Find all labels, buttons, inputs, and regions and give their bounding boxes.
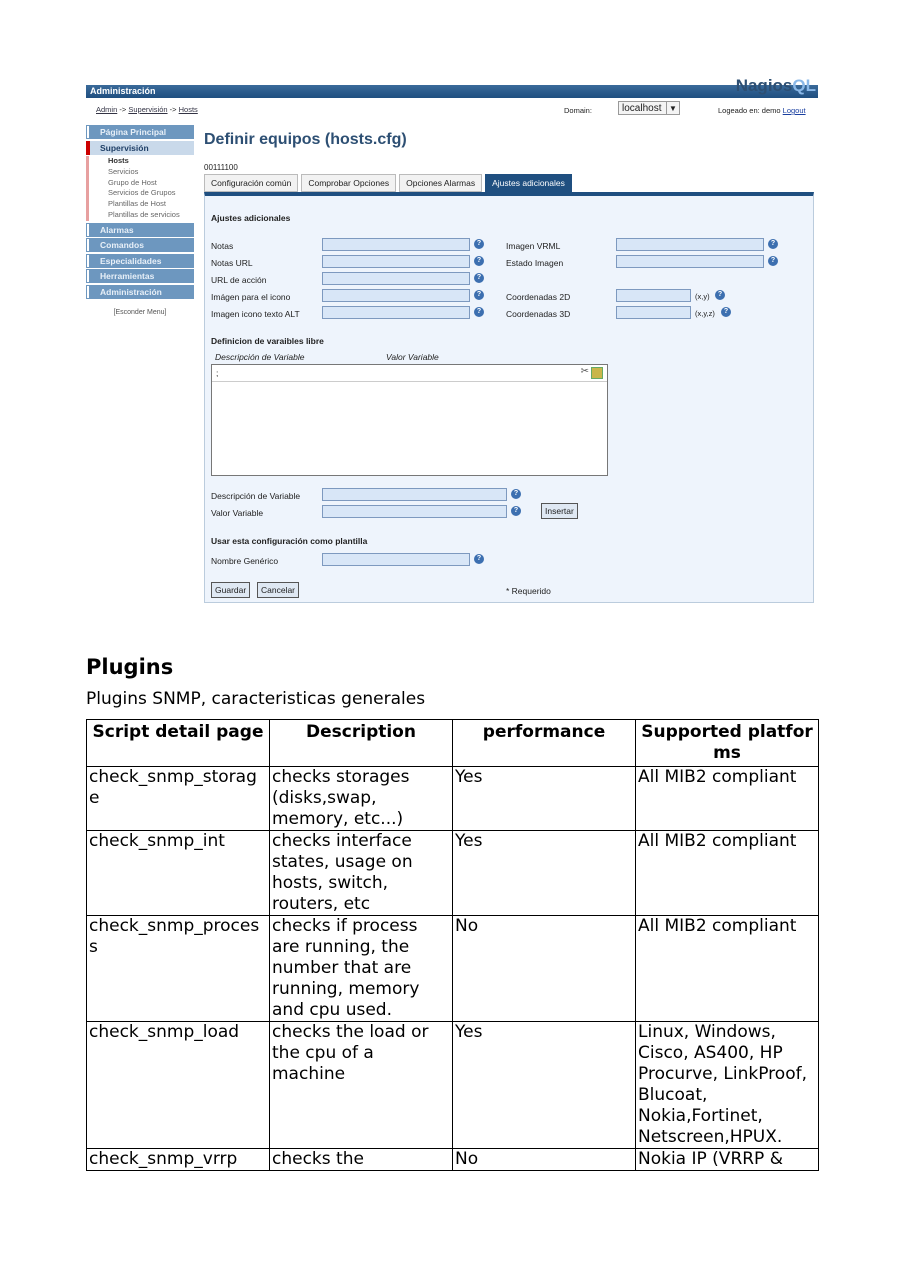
domain-label: Domain:: [564, 106, 592, 115]
page-title: Definir equipos (hosts.cfg): [204, 131, 407, 148]
col-header: Script detail page: [87, 720, 270, 767]
plugins-table: [86, 719, 819, 1171]
form-panel: [204, 192, 814, 603]
label-var-val: Valor Variable: [211, 508, 264, 518]
breadcrumb: [96, 105, 198, 114]
cell: All MIB2 compliant: [636, 916, 819, 1022]
logged-label: Logeado en: demo: [718, 106, 781, 115]
sub-item-hostgroups[interactable]: Grupo de Host: [108, 177, 157, 187]
sidebar-item-home[interactable]: Página Principal: [86, 125, 194, 139]
col-header: performance: [453, 720, 636, 767]
tab-alarm-options[interactable]: Opciones Alarmas: [399, 174, 482, 192]
label-notes: Notas: [211, 241, 234, 251]
required-note: * Requerido: [506, 586, 551, 596]
login-info: [718, 106, 806, 115]
sidebar-item-tools[interactable]: Herramientas: [86, 269, 194, 283]
sidebar: [86, 125, 194, 316]
sidebar-item-alarms[interactable]: Alarmas: [86, 223, 194, 237]
cell: checks storages (disks,swap, memory, etc...): [270, 767, 453, 831]
table-row: [87, 831, 819, 916]
cell: Yes: [453, 1022, 636, 1149]
help-icon[interactable]: ?: [768, 256, 778, 266]
list-row[interactable]: ;: [216, 368, 219, 378]
save-button[interactable]: Guardar: [211, 582, 250, 598]
label-var-desc: Descripción de Variable: [211, 491, 301, 501]
section-heading: Definicion de varaibles libre: [211, 336, 324, 346]
crumb-hosts[interactable]: Hosts: [178, 105, 198, 114]
help-icon[interactable]: ?: [474, 307, 484, 317]
cell: Yes: [453, 831, 636, 916]
logout-link[interactable]: Logout: [782, 106, 806, 115]
doc-heading: Plugins: [86, 655, 174, 679]
vrml-input[interactable]: [616, 238, 764, 251]
edit-icon[interactable]: ✂: [580, 366, 589, 377]
top-bar: [86, 76, 818, 98]
label-notes-url: Notas URL: [211, 258, 253, 268]
logo: NagiosQL: [735, 76, 816, 95]
cell: checks interface states, usage on hosts, switch, routers, etc: [270, 831, 453, 916]
sidebar-item-commands[interactable]: Comandos: [86, 238, 194, 252]
cell: All MIB2 compliant: [636, 831, 819, 916]
coords-2d-hint: (x,y): [695, 292, 710, 301]
label-3d: Coordenadas 3D: [506, 309, 571, 319]
tab-additional[interactable]: Ajustes adicionales: [485, 174, 572, 192]
sub-item-services[interactable]: Servicios: [108, 166, 139, 176]
cell: check_snmp_vrrp: [87, 1149, 270, 1171]
cell: check_snmp_int: [87, 831, 270, 916]
help-icon[interactable]: ?: [474, 273, 484, 283]
col-desc-header: Descripción de Variable: [215, 352, 305, 362]
cell: checks if process are running, the number that are running, memory and cpu used.: [270, 916, 453, 1022]
crumb-supervision[interactable]: Supervisión: [128, 105, 168, 114]
sub-item-servicegroups[interactable]: Servicios de Grupos: [108, 188, 176, 198]
col-val-header: Valor Variable: [386, 352, 439, 362]
help-icon[interactable]: ?: [474, 290, 484, 300]
help-icon[interactable]: ?: [721, 307, 731, 317]
help-icon[interactable]: ?: [474, 554, 484, 564]
cell: check_snmp_storage: [87, 767, 270, 831]
col-header: Description: [270, 720, 453, 767]
action-url-input[interactable]: [322, 272, 470, 285]
crumb-sep: ->: [119, 105, 127, 114]
cell: All MIB2 compliant: [636, 767, 819, 831]
label-2d: Coordenadas 2D: [506, 292, 571, 302]
coords-2d-input[interactable]: [616, 289, 691, 302]
cell: No: [453, 916, 636, 1022]
table-header-row: [87, 720, 819, 767]
cell: checks the: [270, 1149, 453, 1171]
coords-3d-hint: (x,y,z): [695, 309, 715, 318]
cell: checks the load or the cpu of a machine: [270, 1022, 453, 1149]
crumb-sep: ->: [169, 105, 177, 114]
insert-button[interactable]: Insertar: [541, 503, 578, 519]
variables-list[interactable]: [211, 364, 608, 476]
sidebar-item-admin[interactable]: Administración: [86, 285, 194, 299]
help-icon[interactable]: ?: [715, 290, 725, 300]
cancel-button[interactable]: Cancelar: [257, 582, 299, 598]
domain-value: localhost: [622, 103, 662, 114]
sub-item-host-templates[interactable]: Plantillas de Host: [108, 199, 166, 209]
help-icon[interactable]: ?: [474, 256, 484, 266]
col-header: Supported platforms: [636, 720, 819, 767]
help-icon[interactable]: ?: [474, 239, 484, 249]
delete-icon[interactable]: [591, 367, 603, 379]
cell: No: [453, 1149, 636, 1171]
var-desc-input[interactable]: [322, 488, 507, 501]
domain-select[interactable]: [618, 101, 680, 115]
sub-item-hosts[interactable]: Hosts: [108, 156, 129, 165]
cell: Yes: [453, 767, 636, 831]
generic-name-input[interactable]: [322, 553, 470, 566]
label-icon-alt: Imagen icono texto ALT: [211, 309, 300, 319]
help-icon[interactable]: ?: [768, 239, 778, 249]
label-icon-image: Imágen para el icono: [211, 292, 291, 302]
help-icon[interactable]: ?: [511, 506, 521, 516]
section-heading: Usar esta configuración como plantilla: [211, 536, 368, 546]
doc-subtitle: Plugins SNMP, caracteristicas generales: [86, 689, 426, 709]
sidebar-item-supervision[interactable]: Supervisión: [86, 141, 194, 155]
label-generic-name: Nombre Genérico: [211, 556, 279, 566]
topbar-title: Administración: [90, 86, 156, 96]
crumb-admin[interactable]: Admin: [96, 105, 118, 114]
coords-3d-input[interactable]: [616, 306, 691, 319]
label-vrml: Imagen VRML: [506, 241, 561, 251]
table-row: [87, 1149, 819, 1171]
help-icon[interactable]: ?: [511, 489, 521, 499]
submenu: [86, 156, 194, 221]
hide-menu-link[interactable]: [Esconder Menu]: [113, 308, 167, 316]
notes-input[interactable]: [322, 238, 470, 251]
dropdown-arrow-icon: ▼: [666, 102, 679, 114]
sub-item-service-templates[interactable]: Plantillas de servicios: [108, 209, 180, 219]
table-row: [87, 916, 819, 1022]
table-row: [87, 767, 819, 831]
icon-image-input[interactable]: [322, 289, 470, 302]
cell: Nokia IP (VRRP &: [636, 1149, 819, 1171]
label-action-url: URL de acción: [211, 275, 267, 285]
status-image-input[interactable]: [616, 255, 764, 268]
nagiosql-screenshot: [86, 76, 818, 605]
icon-alt-input[interactable]: [322, 306, 470, 319]
tab-bar: [204, 174, 572, 192]
label-status-image: Estado Imagen: [506, 258, 564, 268]
cell: check_snmp_process: [87, 916, 270, 1022]
section-heading: Ajustes adicionales: [211, 213, 291, 223]
tab-common[interactable]: Configuración común: [204, 174, 298, 192]
notes-url-input[interactable]: [322, 255, 470, 268]
table-row: [87, 1022, 819, 1149]
var-val-input[interactable]: [322, 505, 507, 518]
config-code: 00111100: [204, 163, 238, 172]
tab-check-options[interactable]: Comprobar Opciones: [301, 174, 396, 192]
cell: Linux, Windows, Cisco, AS400, HP Procurve, LinkProof, Blucoat, Nokia,Fortinet, Netscreen,HPUX.: [636, 1022, 819, 1149]
sidebar-item-specialties[interactable]: Especialidades: [86, 254, 194, 268]
cell: check_snmp_load: [87, 1022, 270, 1149]
